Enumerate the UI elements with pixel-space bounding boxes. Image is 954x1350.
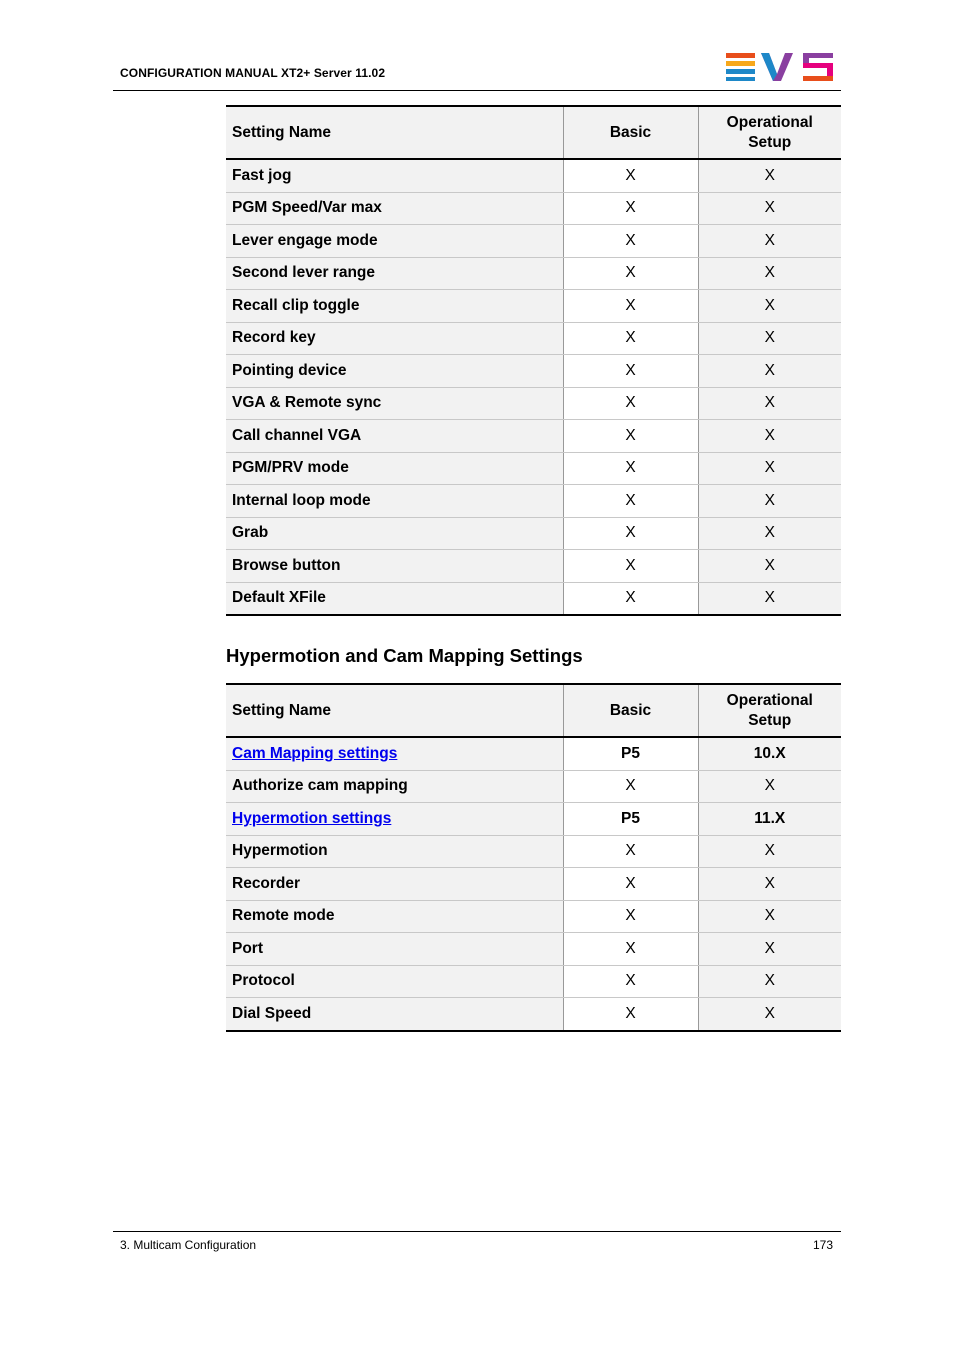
basic-value: P5 bbox=[563, 803, 698, 836]
table-row bbox=[226, 192, 841, 225]
table-header-row bbox=[226, 106, 841, 159]
operational-setup-value: X bbox=[698, 900, 841, 933]
table-row bbox=[226, 452, 841, 485]
operational-setup-value: X bbox=[698, 322, 841, 355]
setting-name: Lever engage mode bbox=[226, 225, 563, 258]
operational-setup-value: X bbox=[698, 770, 841, 803]
basic-value: P5 bbox=[563, 737, 698, 770]
setting-link-cell[interactable] bbox=[226, 737, 563, 770]
section-heading: Hypermotion and Cam Mapping Settings bbox=[226, 645, 583, 666]
basic-value: X bbox=[563, 192, 698, 225]
basic-value: X bbox=[563, 322, 698, 355]
column-header-setting-name: Setting Name bbox=[226, 684, 563, 737]
setting-name: Dial Speed bbox=[226, 998, 563, 1031]
setting-name: Protocol bbox=[226, 965, 563, 998]
footer-section-name: 3. Multicam Configuration bbox=[120, 1238, 257, 1252]
table-row bbox=[226, 737, 841, 770]
setting-name: VGA & Remote sync bbox=[226, 387, 563, 420]
setting-name: Recorder bbox=[226, 868, 563, 901]
basic-value: X bbox=[563, 517, 698, 550]
operational-setup-value: 11.X bbox=[698, 803, 841, 836]
basic-value: X bbox=[563, 933, 698, 966]
operational-setup-value: X bbox=[698, 517, 841, 550]
setting-name: Grab bbox=[226, 517, 563, 550]
basic-value: X bbox=[563, 257, 698, 290]
table-row bbox=[226, 387, 841, 420]
setting-name: Hypermotion bbox=[226, 835, 563, 868]
evs-logo bbox=[724, 52, 836, 82]
setting-name: PGM/PRV mode bbox=[226, 452, 563, 485]
operational-setup-value: X bbox=[698, 998, 841, 1031]
operational-setup-value: X bbox=[698, 965, 841, 998]
setting-name: Record key bbox=[226, 322, 563, 355]
basic-value: X bbox=[563, 900, 698, 933]
basic-value: X bbox=[563, 965, 698, 998]
table-row bbox=[226, 900, 841, 933]
operational-setup-value: X bbox=[698, 420, 841, 453]
setting-name: Second lever range bbox=[226, 257, 563, 290]
column-header-operational-setup: Operational Setup bbox=[698, 684, 841, 737]
table-row bbox=[226, 420, 841, 453]
table-row bbox=[226, 550, 841, 583]
operational-setup-value: X bbox=[698, 452, 841, 485]
operational-setup-value: X bbox=[698, 387, 841, 420]
table-row bbox=[226, 582, 841, 615]
column-header-basic: Basic bbox=[563, 684, 698, 737]
basic-value: X bbox=[563, 582, 698, 615]
basic-value: X bbox=[563, 159, 698, 192]
table-row bbox=[226, 868, 841, 901]
table-row bbox=[226, 225, 841, 258]
basic-value: X bbox=[563, 550, 698, 583]
operational-setup-value: X bbox=[698, 485, 841, 518]
table-row bbox=[226, 998, 841, 1031]
setting-name: Browse button bbox=[226, 550, 563, 583]
operational-setup-value: X bbox=[698, 257, 841, 290]
column-header-operational-setup: Operational Setup bbox=[698, 106, 841, 159]
header-divider bbox=[113, 90, 841, 91]
column-header-basic: Basic bbox=[563, 106, 698, 159]
document-title: CONFIGURATION MANUAL XT2+ Server 11.02 bbox=[120, 66, 386, 80]
table-row bbox=[226, 933, 841, 966]
table-row bbox=[226, 770, 841, 803]
setting-name: Fast jog bbox=[226, 159, 563, 192]
basic-value: X bbox=[563, 998, 698, 1031]
table-row bbox=[226, 803, 841, 836]
setting-name: Remote mode bbox=[226, 900, 563, 933]
table-row bbox=[226, 485, 841, 518]
settings-table-general bbox=[226, 105, 841, 616]
page-number: 173 bbox=[813, 1238, 834, 1252]
table-row bbox=[226, 257, 841, 290]
operational-setup-value: X bbox=[698, 225, 841, 258]
setting-link-cell[interactable] bbox=[226, 803, 563, 836]
operational-setup-value: X bbox=[698, 159, 841, 192]
table-row bbox=[226, 965, 841, 998]
table-row bbox=[226, 159, 841, 192]
operational-setup-value: X bbox=[698, 868, 841, 901]
operational-setup-value: X bbox=[698, 550, 841, 583]
setting-name: Pointing device bbox=[226, 355, 563, 388]
basic-value: X bbox=[563, 485, 698, 518]
basic-value: X bbox=[563, 225, 698, 258]
basic-value: X bbox=[563, 355, 698, 388]
basic-value: X bbox=[563, 420, 698, 453]
setting-name: Call channel VGA bbox=[226, 420, 563, 453]
table-row bbox=[226, 290, 841, 323]
basic-value: X bbox=[563, 770, 698, 803]
operational-setup-value: X bbox=[698, 835, 841, 868]
column-header-setting-name: Setting Name bbox=[226, 106, 563, 159]
setting-link[interactable]: Cam Mapping settings bbox=[232, 744, 398, 762]
table-row bbox=[226, 322, 841, 355]
setting-name: Default XFile bbox=[226, 582, 563, 615]
basic-value: X bbox=[563, 452, 698, 485]
setting-name: Recall clip toggle bbox=[226, 290, 563, 323]
setting-name: Authorize cam mapping bbox=[226, 770, 563, 803]
setting-name: Internal loop mode bbox=[226, 485, 563, 518]
operational-setup-value: 10.X bbox=[698, 737, 841, 770]
setting-name: Port bbox=[226, 933, 563, 966]
table-row bbox=[226, 517, 841, 550]
table-row bbox=[226, 355, 841, 388]
footer-divider bbox=[113, 1231, 841, 1232]
table-header-row bbox=[226, 684, 841, 737]
operational-setup-value: X bbox=[698, 290, 841, 323]
settings-table-hypermotion bbox=[226, 683, 841, 1032]
table-row bbox=[226, 835, 841, 868]
operational-setup-value: X bbox=[698, 933, 841, 966]
basic-value: X bbox=[563, 290, 698, 323]
setting-link[interactable]: Hypermotion settings bbox=[232, 809, 392, 827]
operational-setup-value: X bbox=[698, 582, 841, 615]
setting-name: PGM Speed/Var max bbox=[226, 192, 563, 225]
operational-setup-value: X bbox=[698, 192, 841, 225]
basic-value: X bbox=[563, 835, 698, 868]
operational-setup-value: X bbox=[698, 355, 841, 388]
basic-value: X bbox=[563, 387, 698, 420]
basic-value: X bbox=[563, 868, 698, 901]
